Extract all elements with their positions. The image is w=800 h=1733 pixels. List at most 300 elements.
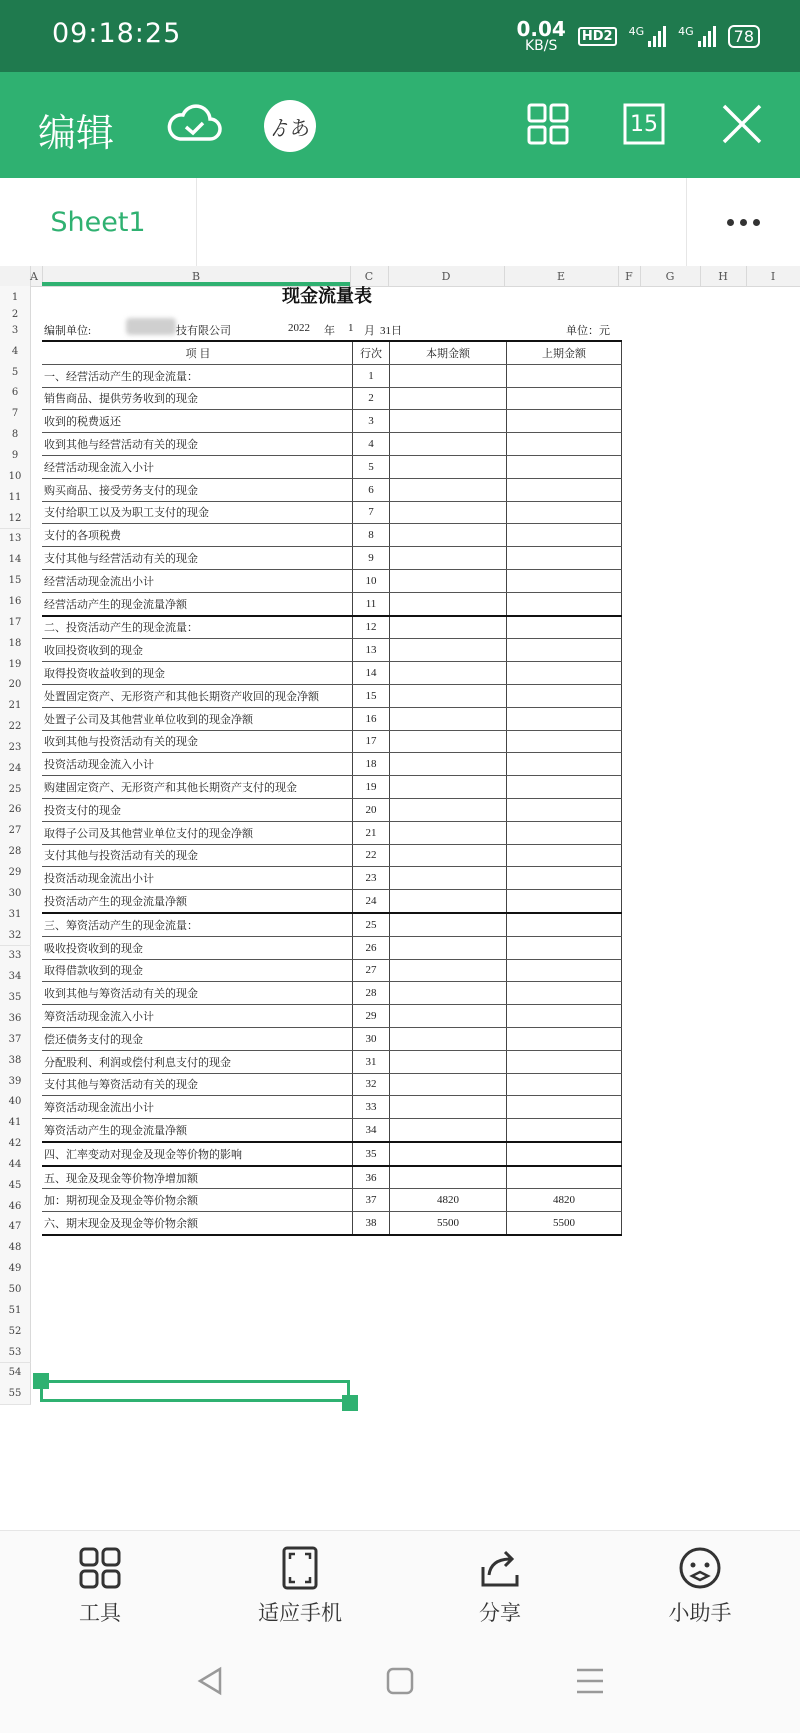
line-no-cell[interactable]: 30 xyxy=(353,1027,390,1050)
item-cell[interactable]: 收到的税费返还 xyxy=(42,410,353,433)
current-amount-cell[interactable] xyxy=(390,684,507,707)
sheet-title: 现金流量表 xyxy=(282,286,372,306)
current-amount-cell[interactable] xyxy=(390,936,507,959)
share-button[interactable]: 分享 xyxy=(420,1545,580,1627)
row-number[interactable]: 13 xyxy=(0,529,31,551)
table-row xyxy=(42,1142,622,1166)
selection-handle-start[interactable] xyxy=(33,1373,49,1389)
previous-amount-cell[interactable] xyxy=(507,913,622,936)
col-a[interactable]: A xyxy=(30,266,43,286)
line-no-cell[interactable]: 34 xyxy=(353,1119,390,1142)
table-row xyxy=(42,387,622,410)
current-amount-cell[interactable] xyxy=(390,387,507,410)
line-no-cell[interactable]: 29 xyxy=(353,1005,390,1028)
current-amount-cell[interactable] xyxy=(390,798,507,821)
table-row xyxy=(42,1212,622,1235)
header-line-no[interactable]: 行次 xyxy=(353,341,390,364)
row-number[interactable]: 37 xyxy=(0,1029,31,1051)
status-indicators xyxy=(517,14,761,58)
previous-amount-cell[interactable] xyxy=(507,364,622,387)
current-amount-cell[interactable] xyxy=(390,639,507,662)
row-number[interactable]: 18 xyxy=(0,633,31,655)
table-row xyxy=(42,455,622,478)
home-icon[interactable] xyxy=(370,1658,430,1704)
previous-amount-cell[interactable] xyxy=(507,1166,622,1189)
year: 2022 xyxy=(288,322,310,334)
table-row xyxy=(42,478,622,501)
more-options-icon[interactable] xyxy=(686,178,800,266)
previous-amount-cell[interactable] xyxy=(507,455,622,478)
table-row xyxy=(42,890,622,913)
col-e[interactable]: E xyxy=(504,266,619,286)
row-number[interactable]: 27 xyxy=(0,820,31,842)
toolbar xyxy=(0,72,800,178)
unit-label: 单位：元 xyxy=(566,325,610,337)
current-amount-cell[interactable] xyxy=(390,478,507,501)
row-number[interactable]: 31 xyxy=(0,904,31,926)
close-icon[interactable] xyxy=(712,94,772,154)
current-amount-cell[interactable] xyxy=(390,1166,507,1189)
menu-icon[interactable] xyxy=(560,1658,620,1704)
col-f[interactable]: F xyxy=(618,266,641,286)
line-no-cell[interactable]: 18 xyxy=(353,753,390,776)
table-row xyxy=(42,707,622,730)
table-row xyxy=(42,364,622,387)
table-row xyxy=(42,776,622,799)
row-number[interactable]: 38 xyxy=(0,1050,31,1072)
previous-amount-cell[interactable] xyxy=(507,1005,622,1028)
row-number[interactable]: 54 xyxy=(0,1363,31,1385)
current-amount-cell[interactable] xyxy=(390,592,507,615)
table-row xyxy=(42,684,622,707)
current-amount-cell[interactable] xyxy=(390,959,507,982)
row-number[interactable]: 55 xyxy=(0,1383,31,1405)
table-header-row xyxy=(42,341,622,364)
item-cell[interactable]: 购建固定资产、无形资产和其他长期资产支付的现金 xyxy=(42,776,353,799)
row-number[interactable]: 34 xyxy=(0,966,31,988)
previous-amount-cell[interactable]: 4820 xyxy=(507,1189,622,1212)
table-row xyxy=(42,639,622,662)
item-cell[interactable]: 四、汇率变动对现金及现金等价物的影响 xyxy=(42,1142,353,1166)
previous-amount-cell[interactable] xyxy=(507,410,622,433)
company-suffix: 技有限公司 xyxy=(176,325,231,337)
table-row xyxy=(42,730,622,753)
item-cell[interactable]: 一、经营活动产生的现金流量： xyxy=(42,364,353,387)
item-cell[interactable]: 加：期初现金及现金等价物余额 xyxy=(42,1189,353,1212)
previous-amount-cell[interactable] xyxy=(507,662,622,685)
selection-handle-end[interactable] xyxy=(342,1395,358,1411)
item-cell[interactable]: 取得子公司及其他营业单位支付的现金净额 xyxy=(42,821,353,844)
line-no-cell[interactable]: 26 xyxy=(353,936,390,959)
row-number[interactable]: 9 xyxy=(0,445,31,467)
day: 31日 xyxy=(380,325,402,337)
row-number[interactable]: 15 xyxy=(0,570,31,592)
row-number[interactable]: 1 xyxy=(0,286,31,309)
row-number[interactable]: 36 xyxy=(0,1008,31,1030)
row-number[interactable]: 44 xyxy=(0,1154,31,1176)
previous-amount-cell[interactable] xyxy=(507,798,622,821)
table-row xyxy=(42,1119,622,1142)
table-row xyxy=(42,844,622,867)
tab-sheet1[interactable]: Sheet1 xyxy=(0,178,197,266)
item-cell[interactable]: 支付其他与投资活动有关的现金 xyxy=(42,844,353,867)
line-no-cell[interactable]: 1 xyxy=(353,364,390,387)
grid-view-icon[interactable] xyxy=(518,94,578,154)
line-no-cell[interactable]: 20 xyxy=(353,798,390,821)
line-no-cell[interactable]: 5 xyxy=(353,455,390,478)
table-row xyxy=(42,410,622,433)
avatar[interactable]: ゟあ xyxy=(264,100,316,152)
row-number[interactable]: 42 xyxy=(0,1133,31,1155)
row-number[interactable]: 53 xyxy=(0,1342,31,1364)
item-cell[interactable]: 筹资活动现金流入小计 xyxy=(42,1005,353,1028)
item-cell[interactable]: 经营活动产生的现金流量净额 xyxy=(42,592,353,615)
previous-amount-cell[interactable] xyxy=(507,501,622,524)
current-amount-cell[interactable] xyxy=(390,501,507,524)
previous-amount-cell[interactable] xyxy=(507,1096,622,1119)
line-no-cell[interactable]: 11 xyxy=(353,592,390,615)
table-row xyxy=(42,753,622,776)
current-amount-cell[interactable] xyxy=(390,1050,507,1073)
previous-amount-cell[interactable] xyxy=(507,1142,622,1166)
previous-amount-cell[interactable] xyxy=(507,639,622,662)
item-cell[interactable]: 分配股利、利润或偿付利息支付的现金 xyxy=(42,1050,353,1073)
share-icon xyxy=(420,1545,580,1591)
row-number[interactable]: 17 xyxy=(0,612,31,634)
edit-title[interactable]: 编辑 xyxy=(38,111,115,155)
line-no-cell[interactable]: 15 xyxy=(353,684,390,707)
row-number[interactable]: 49 xyxy=(0,1258,31,1280)
previous-amount-cell[interactable] xyxy=(507,1119,622,1142)
current-amount-cell[interactable] xyxy=(390,730,507,753)
row-number[interactable]: 19 xyxy=(0,654,31,676)
item-cell[interactable]: 购买商品、接受劳务支付的现金 xyxy=(42,478,353,501)
table-row xyxy=(42,547,622,570)
current-amount-cell[interactable] xyxy=(390,1142,507,1166)
current-amount-cell[interactable]: 5500 xyxy=(390,1212,507,1235)
table-row xyxy=(42,592,622,615)
current-amount-cell[interactable] xyxy=(390,569,507,592)
row-number[interactable]: 28 xyxy=(0,841,31,863)
table-row xyxy=(42,821,622,844)
line-no-cell[interactable]: 9 xyxy=(353,547,390,570)
year-label: 年 xyxy=(324,325,335,337)
col-b[interactable]: B xyxy=(42,266,351,286)
row-number[interactable]: 24 xyxy=(0,758,31,780)
row-number[interactable]: 48 xyxy=(0,1237,31,1259)
item-cell[interactable]: 二、投资活动产生的现金流量： xyxy=(42,616,353,639)
line-no-cell[interactable]: 36 xyxy=(353,1166,390,1189)
line-no-cell[interactable]: 3 xyxy=(353,410,390,433)
item-cell[interactable]: 收到其他与筹资活动有关的现金 xyxy=(42,982,353,1005)
row-number[interactable]: 26 xyxy=(0,800,31,822)
hd-badge: HD2 xyxy=(578,27,617,46)
row-number[interactable]: 10 xyxy=(0,466,31,488)
line-no-cell[interactable]: 10 xyxy=(353,569,390,592)
item-cell[interactable]: 投资活动现金流入小计 xyxy=(42,753,353,776)
line-no-cell[interactable]: 4 xyxy=(353,433,390,456)
row-number[interactable]: 22 xyxy=(0,716,31,738)
row-number[interactable]: 5 xyxy=(0,362,31,384)
row-number[interactable]: 30 xyxy=(0,883,31,905)
cloud-check-icon[interactable] xyxy=(164,94,224,154)
item-cell[interactable]: 收回投资收到的现金 xyxy=(42,639,353,662)
col-i[interactable]: I xyxy=(746,266,800,286)
current-amount-cell[interactable] xyxy=(390,1027,507,1050)
row-number[interactable]: 47 xyxy=(0,1217,31,1239)
previous-amount-cell[interactable] xyxy=(507,569,622,592)
current-amount-cell[interactable] xyxy=(390,1119,507,1142)
back-icon[interactable] xyxy=(180,1658,240,1704)
item-cell[interactable]: 吸收投资收到的现金 xyxy=(42,936,353,959)
current-amount-cell[interactable] xyxy=(390,890,507,913)
current-amount-cell[interactable] xyxy=(390,753,507,776)
row-number[interactable]: 3 xyxy=(0,320,31,342)
col-d[interactable]: D xyxy=(388,266,505,286)
line-no-cell[interactable]: 32 xyxy=(353,1073,390,1096)
item-cell[interactable]: 收到其他与投资活动有关的现金 xyxy=(42,730,353,753)
cash-flow-table xyxy=(42,340,622,1236)
item-cell[interactable]: 三、筹资活动产生的现金流量： xyxy=(42,913,353,936)
row-number[interactable]: 29 xyxy=(0,862,31,884)
fit-screen-button[interactable]: 适应手机 xyxy=(220,1545,380,1627)
bottom-toolbar xyxy=(0,1530,800,1629)
current-amount-cell[interactable] xyxy=(390,547,507,570)
table-row xyxy=(42,913,622,936)
system-nav-bar xyxy=(0,1628,800,1733)
previous-amount-cell[interactable] xyxy=(507,616,622,639)
current-amount-cell[interactable] xyxy=(390,913,507,936)
row-number[interactable]: 51 xyxy=(0,1300,31,1322)
line-no-cell[interactable]: 31 xyxy=(353,1050,390,1073)
item-cell[interactable]: 偿还债务支付的现金 xyxy=(42,1027,353,1050)
previous-amount-cell[interactable] xyxy=(507,1073,622,1096)
previous-amount-cell[interactable] xyxy=(507,982,622,1005)
row-number[interactable]: 21 xyxy=(0,695,31,717)
item-cell[interactable]: 筹资活动现金流出小计 xyxy=(42,1096,353,1119)
table-row xyxy=(42,616,622,639)
line-no-cell[interactable]: 7 xyxy=(353,501,390,524)
table-row xyxy=(42,1189,622,1212)
previous-amount-cell[interactable] xyxy=(507,387,622,410)
previous-amount-cell[interactable] xyxy=(507,890,622,913)
row-number[interactable]: 2 xyxy=(0,308,31,321)
current-amount-cell[interactable] xyxy=(390,616,507,639)
line-no-cell[interactable]: 33 xyxy=(353,1096,390,1119)
item-cell[interactable]: 投资活动现金流出小计 xyxy=(42,867,353,890)
previous-amount-cell[interactable] xyxy=(507,867,622,890)
current-amount-cell[interactable] xyxy=(390,433,507,456)
col-c[interactable]: C xyxy=(350,266,389,286)
previous-amount-cell[interactable]: 5500 xyxy=(507,1212,622,1235)
line-no-cell[interactable]: 28 xyxy=(353,982,390,1005)
item-cell[interactable]: 取得借款收到的现金 xyxy=(42,959,353,982)
assistant-icon xyxy=(620,1545,780,1591)
net-speed: 0.04 KB/S xyxy=(516,17,566,54)
row-number[interactable]: 46 xyxy=(0,1196,31,1218)
item-cell[interactable]: 筹资活动产生的现金流量净额 xyxy=(42,1119,353,1142)
battery-icon: 78 xyxy=(728,25,760,48)
line-no-cell[interactable]: 23 xyxy=(353,867,390,890)
row-number[interactable]: 12 xyxy=(0,508,31,530)
line-no-cell[interactable]: 16 xyxy=(353,707,390,730)
row-number[interactable]: 14 xyxy=(0,549,31,571)
previous-amount-cell[interactable] xyxy=(507,844,622,867)
current-amount-cell[interactable] xyxy=(390,821,507,844)
current-amount-cell[interactable] xyxy=(390,776,507,799)
line-no-cell[interactable]: 14 xyxy=(353,662,390,685)
item-cell[interactable]: 投资支付的现金 xyxy=(42,798,353,821)
current-amount-cell[interactable] xyxy=(390,982,507,1005)
assistant-button[interactable]: 小助手 xyxy=(620,1545,780,1627)
current-amount-cell[interactable]: 4820 xyxy=(390,1189,507,1212)
line-no-cell[interactable]: 38 xyxy=(353,1212,390,1235)
current-amount-cell[interactable] xyxy=(390,707,507,730)
row-number[interactable]: 6 xyxy=(0,383,31,405)
item-cell[interactable]: 支付给职工以及为职工支付的现金 xyxy=(42,501,353,524)
spreadsheet-grid[interactable] xyxy=(0,266,800,1530)
table-row xyxy=(42,524,622,547)
current-amount-cell[interactable] xyxy=(390,1073,507,1096)
table-row xyxy=(42,662,622,685)
item-cell[interactable]: 经营活动现金流出小计 xyxy=(42,569,353,592)
item-cell[interactable]: 经营活动现金流入小计 xyxy=(42,455,353,478)
table-row xyxy=(42,1027,622,1050)
header-previous[interactable]: 上期金额 xyxy=(507,341,622,364)
header-current[interactable]: 本期金额 xyxy=(390,341,507,364)
previous-amount-cell[interactable] xyxy=(507,707,622,730)
item-cell[interactable]: 销售商品、提供劳务收到的现金 xyxy=(42,387,353,410)
current-amount-cell[interactable] xyxy=(390,1096,507,1119)
current-amount-cell[interactable] xyxy=(390,524,507,547)
line-no-cell[interactable]: 24 xyxy=(353,890,390,913)
row-number[interactable]: 7 xyxy=(0,403,31,425)
item-cell[interactable]: 处置固定资产、无形资产和其他长期资产收回的现金净额 xyxy=(42,684,353,707)
previous-amount-cell[interactable] xyxy=(507,936,622,959)
item-cell[interactable]: 支付其他与筹资活动有关的现金 xyxy=(42,1073,353,1096)
table-row xyxy=(42,433,622,456)
item-cell[interactable]: 收到其他与经营活动有关的现金 xyxy=(42,433,353,456)
previous-amount-cell[interactable] xyxy=(507,433,622,456)
item-cell[interactable]: 六、期末现金及现金等价物余额 xyxy=(42,1212,353,1235)
cell-selection[interactable] xyxy=(40,1380,350,1402)
previous-amount-cell[interactable] xyxy=(507,959,622,982)
item-cell[interactable]: 投资活动产生的现金流量净额 xyxy=(42,890,353,913)
row-number[interactable]: 8 xyxy=(0,424,31,446)
line-no-cell[interactable]: 21 xyxy=(353,821,390,844)
redacted-company xyxy=(126,318,176,335)
row-number[interactable]: 50 xyxy=(0,1279,31,1301)
tools-button[interactable]: 工具 xyxy=(20,1545,180,1627)
previous-amount-cell[interactable] xyxy=(507,524,622,547)
status-bar xyxy=(0,0,800,72)
previous-amount-cell[interactable] xyxy=(507,478,622,501)
month-label: 月 xyxy=(364,325,375,337)
item-cell[interactable]: 支付的各项税费 xyxy=(42,524,353,547)
compiler-label: 编制单位: xyxy=(44,325,92,337)
previous-amount-cell[interactable] xyxy=(507,753,622,776)
previous-amount-cell[interactable] xyxy=(507,821,622,844)
row-number[interactable]: 40 xyxy=(0,1091,31,1113)
col-h[interactable]: H xyxy=(700,266,747,286)
table-row xyxy=(42,867,622,890)
item-cell[interactable]: 处置子公司及其他营业单位收到的现金净额 xyxy=(42,707,353,730)
table-row xyxy=(42,1005,622,1028)
signal-icon: 4G xyxy=(629,25,667,47)
row-number[interactable]: 35 xyxy=(0,987,31,1009)
line-no-cell[interactable]: 6 xyxy=(353,478,390,501)
line-no-cell[interactable]: 25 xyxy=(353,913,390,936)
current-amount-cell[interactable] xyxy=(390,364,507,387)
table-row xyxy=(42,959,622,982)
line-no-cell[interactable]: 27 xyxy=(353,959,390,982)
fit-screen-icon xyxy=(220,1545,380,1591)
row-number[interactable]: 23 xyxy=(0,737,31,759)
previous-amount-cell[interactable] xyxy=(507,730,622,753)
current-amount-cell[interactable] xyxy=(390,867,507,890)
row-number[interactable]: 33 xyxy=(0,946,31,968)
table-row xyxy=(42,1050,622,1073)
line-no-cell[interactable]: 35 xyxy=(353,1142,390,1166)
line-no-cell[interactable]: 2 xyxy=(353,387,390,410)
header-item[interactable]: 项 目 xyxy=(42,341,353,364)
previous-amount-cell[interactable] xyxy=(507,1027,622,1050)
row-number[interactable]: 41 xyxy=(0,1112,31,1134)
line-no-cell[interactable]: 19 xyxy=(353,776,390,799)
row-number[interactable]: 32 xyxy=(0,925,31,947)
row-number[interactable]: 39 xyxy=(0,1071,31,1093)
table-row xyxy=(42,501,622,524)
line-no-cell[interactable]: 12 xyxy=(353,616,390,639)
current-amount-cell[interactable] xyxy=(390,455,507,478)
line-no-cell[interactable]: 37 xyxy=(353,1189,390,1212)
current-amount-cell[interactable] xyxy=(390,1005,507,1028)
sheet-tabs-bar xyxy=(0,178,800,267)
previous-amount-cell[interactable] xyxy=(507,776,622,799)
col-g[interactable]: G xyxy=(640,266,701,286)
tools-grid-icon xyxy=(20,1545,180,1591)
status-time: 09:18:25 xyxy=(52,18,182,49)
line-no-cell[interactable]: 8 xyxy=(353,524,390,547)
previous-amount-cell[interactable] xyxy=(507,547,622,570)
item-cell[interactable]: 支付其他与经营活动有关的现金 xyxy=(42,547,353,570)
row-number[interactable]: 11 xyxy=(0,487,31,509)
row-number[interactable]: 4 xyxy=(0,341,31,363)
row-number[interactable]: 20 xyxy=(0,674,31,696)
row-number[interactable]: 25 xyxy=(0,779,31,801)
month: 1 xyxy=(348,322,354,334)
current-amount-cell[interactable] xyxy=(390,410,507,433)
previous-amount-cell[interactable] xyxy=(507,592,622,615)
line-no-cell[interactable]: 17 xyxy=(353,730,390,753)
line-no-cell[interactable]: 13 xyxy=(353,639,390,662)
line-no-cell[interactable]: 22 xyxy=(353,844,390,867)
row-number[interactable]: 52 xyxy=(0,1321,31,1343)
item-cell[interactable]: 五、现金及现金等价物净增加额 xyxy=(42,1166,353,1189)
row-number[interactable]: 45 xyxy=(0,1175,31,1197)
table-row xyxy=(42,1166,622,1189)
previous-amount-cell[interactable] xyxy=(507,1050,622,1073)
table-row xyxy=(42,982,622,1005)
current-amount-cell[interactable] xyxy=(390,662,507,685)
page-15-icon[interactable]: 15 xyxy=(614,94,674,154)
table-row xyxy=(42,936,622,959)
item-cell[interactable]: 取得投资收益收到的现金 xyxy=(42,662,353,685)
row-number[interactable]: 16 xyxy=(0,591,31,613)
previous-amount-cell[interactable] xyxy=(507,684,622,707)
current-amount-cell[interactable] xyxy=(390,844,507,867)
table-row xyxy=(42,1096,622,1119)
